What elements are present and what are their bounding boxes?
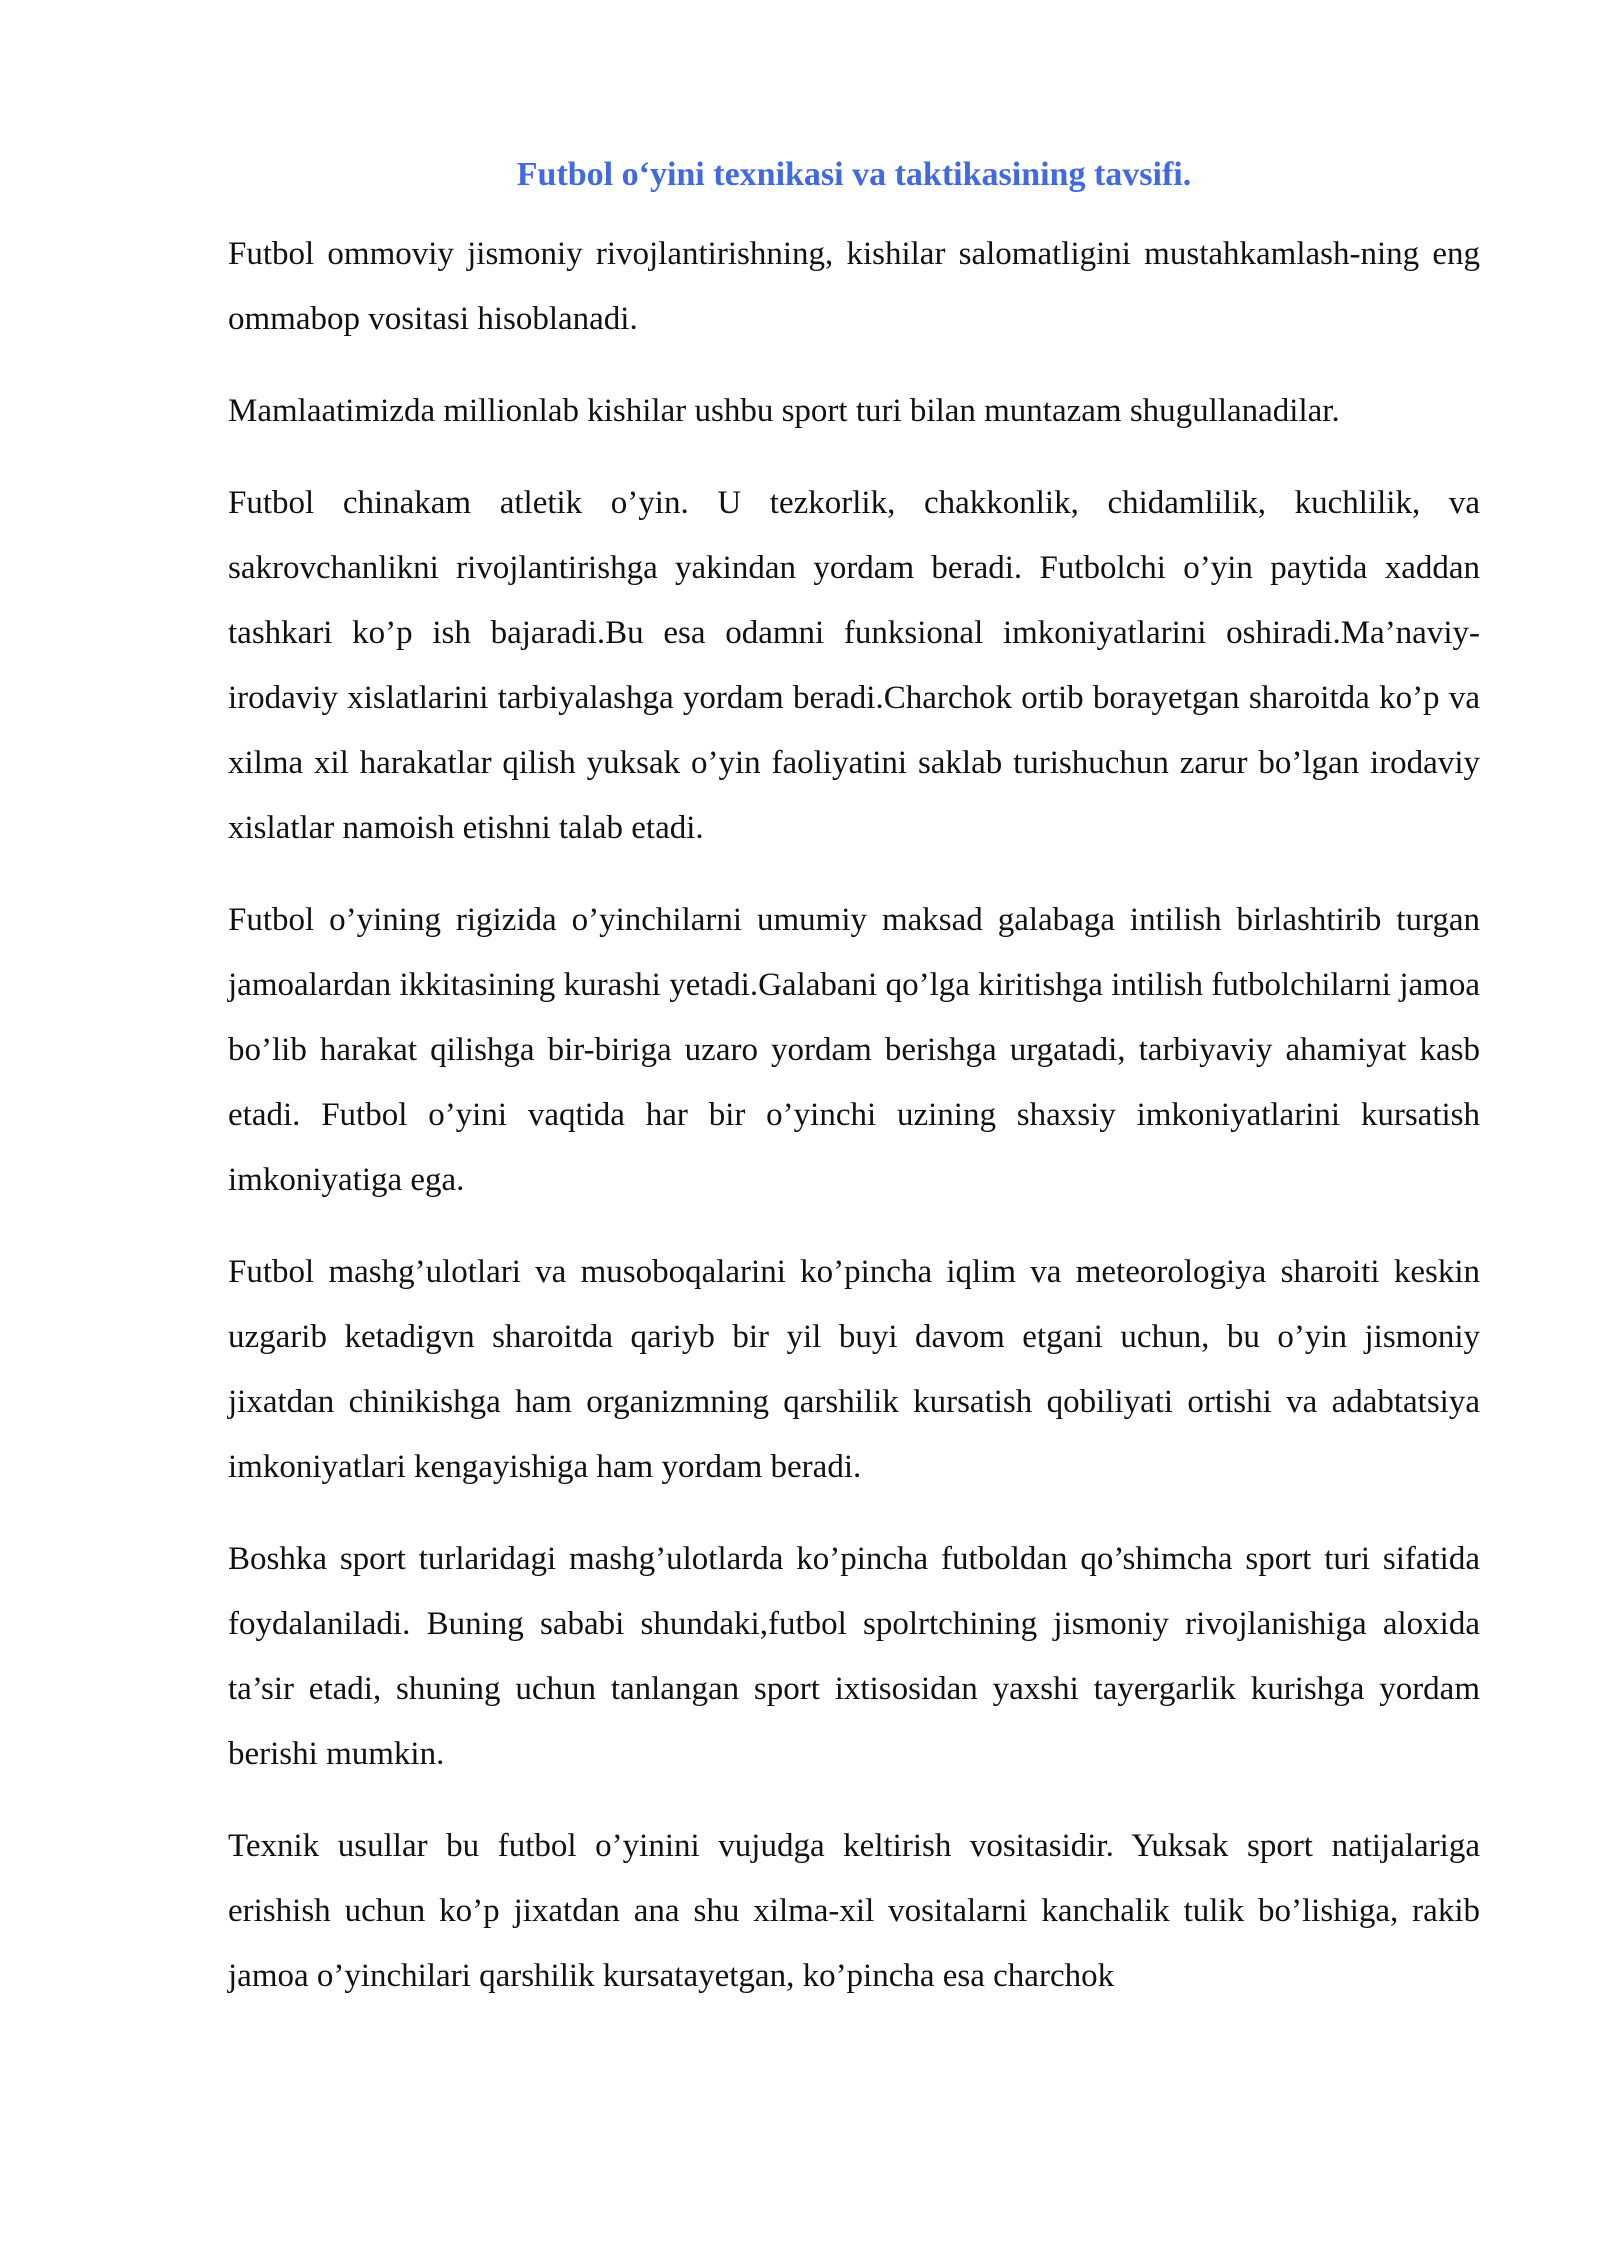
paragraph-6: Boshka sport turlaridagi mashg’ulotlarda ko’pincha futboldan qo’shimcha sport turi sifatida foydalaniladi. Buning sababi shundaki,futbol spolrtchining jismoniy rivojlanishiga aloxida ta’sir etadi, shuning uchun tanlangan sport ixtisosidan yaxshi tayergarlik kurishga yordam berishi mumkin. <box>228 1541 1480 1772</box>
paragraph-1: Futbol ommoviy jismoniy rivojlantirishning, kishilar salomatligini mustahkamlash-ning eng ommabop vositasi hisoblanadi. <box>228 236 1480 337</box>
paragraph-3: Futbol chinakam atletik o’yin. U tezkorlik, chakkonlik, chidamlilik, kuchlilik, va sakrovchanlikni rivojlantirishga yakindan yordam beradi. Futbolchi o’yin paytida xaddan tashkari ko’p ish bajaradi.Bu esa odamni funksional imkoniyatlarini oshiradi.Ma’naviy-irodaviy xislatlarini tarbiyalashga yordam beradi.Charchok ortib borayetgan sharoitda ko’p va xilma xil harakatlar qilish yuksak o’yin faoliyatini saklab turishuchun zarur bo’lgan irodaviy xislatlar namoish etishni talab etadi. <box>228 485 1480 846</box>
paragraph-5: Futbol mashg’ulotlari va musoboqalarini ko’pincha iqlim va meteorologiya sharoiti keskin uzgarib ketadigvn sharoitda qariyb bir yil buyi davom etgani uchun, bu o’yin jismoniy jixatdan chinikishga ham organizmning qarshilik kursatish qobiliyati ortishi va adabtatsiya imkoniyatlari kengayishiga ham yordam beradi. <box>228 1254 1480 1485</box>
document-title: Futbol o‘yini texnikasi va taktikasining tavsifi. <box>516 156 1192 193</box>
paragraph-4: Futbol o’yining rigizida o’yinchilarni umumiy maksad galabaga intilish birlashtirib turgan jamoalardan ikkitasining kurashi yetadi.Galabani qo’lga kiritishga intilish futbolchilarni jamoa bo’lib harakat qilishga bir-biriga uzaro yordam berishga urgatadi, tarbiyaviy ahamiyat kasb etadi. Futbol o’yini vaqtida har bir o’yinchi uzining shaxsiy imkoniyatlarini kursatish imkoniyatiga ega. <box>228 902 1480 1198</box>
paragraph-2: Mamlaatimizda millionlab kishilar ushbu sport turi bilan muntazam shugullanadilar. <box>228 393 1340 429</box>
document-page <box>228 148 1480 2036</box>
paragraph-7: Texnik usullar bu futbol o’yinini vujudga keltirish vositasidir. Yuksak sport natijalariga erishish uchun ko’p jixatdan ana shu xilma-xil vositalarni kanchalik tulik bo’lishiga, rakib jamoa o’yinchilari qarshilik kursatayetgan, ko’pincha esa charchok <box>228 1828 1480 1994</box>
